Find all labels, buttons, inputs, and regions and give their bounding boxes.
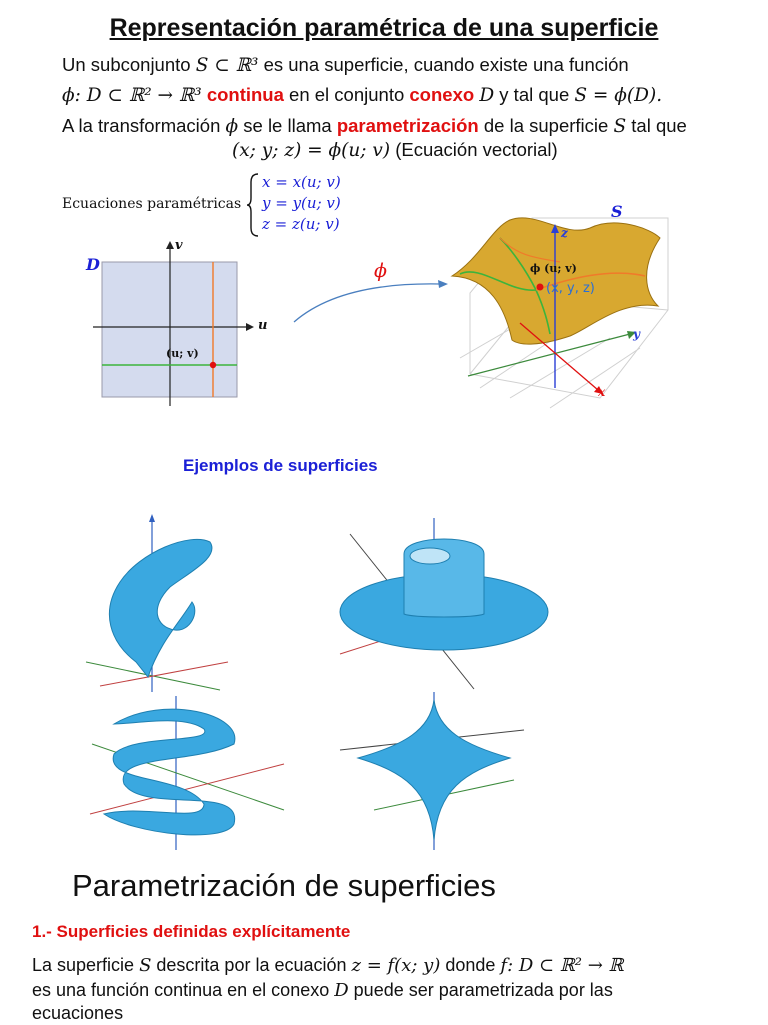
domain-point-label: (u; v) — [166, 347, 199, 360]
u-axis-label: u — [258, 318, 268, 333]
map-label: ϕ — [374, 260, 387, 282]
surface-plot — [440, 198, 672, 414]
equation-z: z = z(u; v) — [262, 215, 340, 233]
equation-x: x = x(u; v) — [262, 173, 341, 191]
intro-line-2: ϕ: D ⊂ ℝ² → ℝ³ continua en el conjunto conexo D y tal que S = ϕ(D). — [62, 84, 663, 106]
z-axis-label: z — [561, 226, 568, 240]
astroidal-surface — [358, 700, 510, 840]
example-helicoid-top — [80, 512, 300, 694]
example-astroidal-bottom — [334, 690, 534, 852]
intro-line-1: Un subconjunto S ⊂ ℝ³ es una superficie, cuando existe una función — [62, 54, 629, 76]
section-line-3: ecuaciones — [32, 1003, 124, 1023]
example-helicoid-bottom — [84, 694, 304, 854]
v-axis-label: v — [175, 238, 183, 253]
param-equations — [262, 172, 341, 235]
surface-point — [537, 284, 544, 291]
intro-line-3: A la transformación ϕ se le llama parametrización de la superficie S tal que — [62, 115, 687, 137]
x-axis-label: x — [598, 385, 606, 399]
mapping-arrow — [290, 276, 452, 326]
section-subheading: 1.- Superficies definidas explícitamente — [32, 922, 351, 941]
double-helicoid-surface — [104, 709, 235, 835]
domain-point — [210, 362, 216, 368]
y-axis-label: y — [633, 327, 640, 341]
u-arrow-icon — [246, 323, 254, 331]
surface-point-label: ϕ (u; v) — [530, 262, 577, 275]
examples-heading: Ejemplos de superficies — [183, 456, 378, 475]
intro-line-4: (x; y; z) = ϕ(u; v) (Ecuación vectorial) — [232, 139, 558, 161]
keyword-continua: continua — [206, 84, 284, 105]
surface-point-coords: (x, y, z) — [546, 281, 595, 296]
page-title: Representación paramétrica de una superficie — [109, 14, 659, 42]
equation-y: y = y(u; v) — [262, 194, 341, 212]
domain-label: D — [86, 255, 100, 274]
keyword-conexo: conexo — [409, 84, 475, 105]
section-line-2: es una función continua en el conexo D puede ser parametrizada por las — [32, 980, 613, 1001]
example-revolution-top — [334, 514, 554, 694]
surface-label: S — [611, 202, 623, 221]
helicoid-surface — [109, 539, 212, 677]
param-eqs-label: Ecuaciones paramétricas — [62, 196, 242, 212]
v-arrow-icon — [166, 241, 174, 249]
section-heading: Parametrización de superficies — [72, 868, 496, 903]
keyword-parametrizacion: parametrización — [336, 115, 479, 136]
section-line-1: La superficie S descrita por la ecuación z = f(x; y) donde f: D ⊂ ℝ² → ℝ — [32, 955, 624, 976]
domain-plot — [82, 236, 282, 412]
left-brace-icon — [246, 172, 260, 238]
